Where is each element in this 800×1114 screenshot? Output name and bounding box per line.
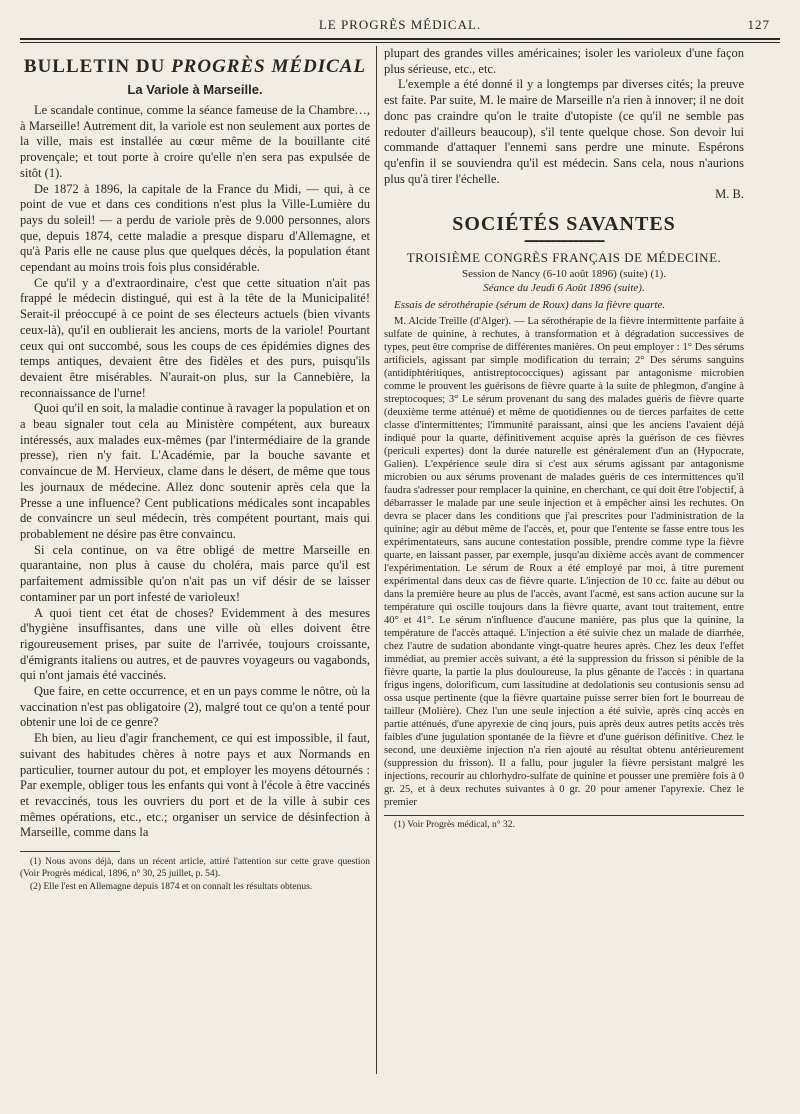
- report-paragraph: M. Alcide Treille (d'Alger). — La sérothérapie de la fièvre intermittente parfaite à sulfate de quinine, à rechutes, à transformation et à dégradation successives de types, peut être comprise de différentes manières. On peut employer : 1° Des sérums artificiels, agissant par simple modification du terrain; 2° Des sérums sanguins (antidiphtéritiques, antistreptococciques) agissant par antagonisme microbien comme le prouvent les guérisons de fièvre quarte à la suite de phlegmon, d'angine à streptocoques; 3° Le sérum provenant du sang des malades guéris de fièvre quarte (deuxième terme atténué) et même de quotidiennes ou de tierces parfaites de cette classe d'intermittentes; l'immunité paraissant, ainsi que les anciens l'avaient déjà indiqué pour la quarte, définitivement acquise après la guérison de ces fièvres (periculi expertes) dont la durée naturelle est généralement d'un an (Hypocrate, Galien). L'expérience seule dira si c'est aux sérums agissant par antagonisme microbien ou aux sérums provenant de malades guéris de ces intermittences qu'il faudra s'adresser pour remplacer la quinine, en cherchant, ce qui doit être l'objectif, à débarrasser le malade par une seule injection et à empêcher ainsi les rechutes. On devra se placer dans les conditions que j'ai prescrites pour l'administration de la quinine; agir au début même de l'accès, et, pour que l'entente se fasse entre tous les expérimentateurs, sans aucune contestation possible, prendre comme type la fièvre quarte, en laissant passer, par exemple, jusqu'au dixième accès avant de commencer l'expérimentation. Le sérum de Roux a été employé par moi, à titre purement expérimental dans deux cas de fièvre quarte. L'injection de 10 cc. faite au début ou dans la première heure au plus de l'accès, avant l'acmé, est sans action aucune sur la température qui oscille toujours dans la fièvre quarte, avant tout traitement, entre 40° et 41°. Le sérum n'influence d'aucune manière, pas plus que la quinine, la température de l'accès attaqué. L'injection a été suivie chez un malade de diarrhée, chez l'autre de sudation abondante vingt-quatre heures après. Chez les deux l'effet immédiat, au premier accès suivant, a été la suppression du frisson si pénible de la fièvre quarte, la partie la plus douloureuse, la plus gênante de l'accès : in quartana frigus ingens, dolorificum, cum lassitudine at dedolationis seu contusionis sensu ad ossa usque pertinente (que la fièvre quartaine puisse serrer bien fort le bourreau de tailleur (Molière). Chez l'un une seule injection a été suivie, après cinq accès en partie atténués, d'une apyrexie de cinq jours, puis après deux autres petits accès très faibles d'une jugulation spontanée de la fièvre et d'une guérison définitive. Chez le second, une deuxième injection n'a rien ajouté au résultat obtenu antérieurement (suppression du frisson). Il a fallu, pour juguler la fièvre persistant malgré les injections, recourir au chlorhydro-sulfate de quinine et pousser une première fois à 0 gr. 25, et à deux rechutes suivantes à 0 gr. 20 pour amener l'apyrexie. Chez le premier: [384, 316, 744, 809]
- bulletin-title-journal: PROGRÈS MÉDICAL: [171, 56, 367, 77]
- running-head: [20, 14, 780, 36]
- footnote-rule: [20, 851, 120, 852]
- societes-savantes-title: SOCIÉTÉS SAVANTES: [452, 213, 676, 236]
- ornament-rule: ━━━━━━━━━━━━━━: [524, 236, 604, 249]
- footnote: (2) Elle l'est en Allemagne depuis 1874 et on connaît les résultats obtenus.: [30, 882, 313, 893]
- seance-line: Séance du Jeudi 6 Août 1896 (suite).: [483, 282, 645, 295]
- signature: M. B.: [715, 187, 744, 202]
- congres-title: TROISIÈME CONGRÈS FRANÇAIS DE MÉDECINE.: [406, 250, 722, 266]
- article-paragraph: Que faire, en cette occurrence, et en un pays comme le nôtre, où la vaccination n'est pas obligatoire (2), malgré tout ce qu'on a tenté pour obtenir une loi de ce genre?: [20, 684, 370, 730]
- signature-line: [384, 187, 744, 203]
- bulletin-title-prefix: BULLETIN DU: [23, 56, 172, 77]
- left-column: [20, 46, 370, 1086]
- article-paragraph: Quoi qu'il en soit, la maladie continue à ravager la population et on a beau signaler tout cela au Ministère compétent, aux bureaux intéressés, aux malades eux-mêmes (par l'intermédiaire de la grande presse), rien n'y fait. L'Académie, par la bouche savante et convaincue de M. Hervieux, clame dans le désert, de même que tous les journaux de médecine. Allez donc soutenir après cela que la Presse a une influence? Cent publications médicales sont incapables de convaincre un seul médecin, très compétent pourtant, mais qui probablement ne désire pas être convaincu.: [20, 401, 370, 541]
- right-footnotes: [384, 815, 744, 832]
- page-number: 127: [747, 17, 770, 32]
- bulletin-title: [20, 56, 370, 78]
- footnote: (1) Nous avons déjà, dans un récent article, attiré l'attention sur cette grave question (Voir Progrès médical, 1896, n° 30, 25 juillet, p. 54).: [20, 857, 370, 879]
- header-rule-thin: [20, 42, 780, 43]
- article-paragraph: A quoi tient cet état de choses? Evidemment à des mesures d'hygiène insuffisantes, dans une ville où elles doivent être rigoureusement prises, par suite de l'arrivée, toujours croissante, d'émigrants italiens ou autres, et de pauvres voyageurs ou vagabonds, qui n'ont jamais été vaccinés.: [20, 605, 370, 683]
- article-paragraph: Ce qu'il y a d'extraordinaire, c'est que cette situation n'ait pas frappé le médecin distingué, qui est à la tête de la Municipalité! Serait-il préoccupé à ce point de ses électeurs actuels (bien vivants ceux-là), qu'il en oublierait les anciens, morts de la variole! Pourtant ceux qui ont succombé, sous les coups de ces épidémies dignes des temps antiques, devaient être des fidèles et des purs, puisqu'ils devaient être misérables. N'aurait-on plus, sur la Cannebière, la reconnaissance de l'urne!: [20, 275, 370, 400]
- right-column: [384, 46, 744, 1086]
- session-line: Session de Nancy (6-10 août 1896) (suite) (1).: [461, 268, 667, 281]
- footnote: (1) Voir Progrès médical, n° 32.: [394, 820, 515, 831]
- article-paragraph: Le scandale continue, comme la séance fameuse de la Chambre…, à Marseille! Autrement dit, la variole est non seulement aux portes de la ville, mais est installée au cœur même de la bouillante cité provençale; et tout porte à croire qu'elle n'en sera pas expulsée de sitôt (1).: [20, 103, 370, 180]
- article-paragraph: Eh bien, au lieu d'agir franchement, ce qui est impossible, il faut, suivant des habitudes chères à notre pays et aux Normands en particulier, tourner autour du pot, et employer les moyens détournés : Par exemple, obliger tous les enfants qui vont à l'école à être vaccinés et revaccinés, tous les ouvriers du port et de la ville à subir ces mêmes opérations, etc., etc.; organiser un service de désinfection à Marseille, comme dans la: [20, 731, 370, 840]
- section-title: La Variole à Marseille.: [127, 82, 263, 97]
- column-divider: [376, 46, 377, 1074]
- footnote-rule: [384, 815, 744, 816]
- running-title: LE PROGRÈS MÉDICAL.: [318, 17, 482, 32]
- article-continuation: plupart des grandes villes américaines; isoler les varioleux d'une façon plus sérieuse, etc., etc.: [384, 46, 744, 76]
- article-paragraph: L'exemple a été donné il y a longtemps par diverses cités; la preuve est faite. Par suite, M. le maire de Marseille n'a rien à innover; il ne doit donc pas craindre qu'on le traite d'utopiste (ce qu'il ne semble pas redouter d'ailleurs beaucoup), s'il tente quelque chose. Son devoir lui commande d'attaquer l'ennemi sans perdre une minute. Espérons qu'enfin il se souviendra qu'il est médecin. Sans cela, nous n'aurions plus qu'à tirer l'échelle.: [384, 77, 744, 186]
- header-rule-thick: [20, 38, 780, 40]
- article-paragraph: De 1872 à 1896, la capitale de la France du Midi, — qui, à ce point de vue et dans ces conditions n'est plus la Ville-Lumière du pays du soleil! — a perdu de variole près de 9.000 personnes, alors que, depuis 1874, cette maladie a presque disparu d'Allemagne, et qu'à Paris elle ne cause plus que quelques décès, la population étant cependant au moins trois fois plus considérable.: [20, 181, 370, 275]
- article-paragraph: Si cela continue, on va être obligé de mettre Marseille en quarantaine, non plus à cause du choléra, mais parce qu'il est parfaitement admissible qu'on n'ait pas un vif désir de se laisser contaminer par un port infesté de varioleux!: [20, 542, 370, 604]
- essai-title: Essais de sérothérapie (sérum de Roux) dans la fièvre quarte.: [394, 299, 666, 312]
